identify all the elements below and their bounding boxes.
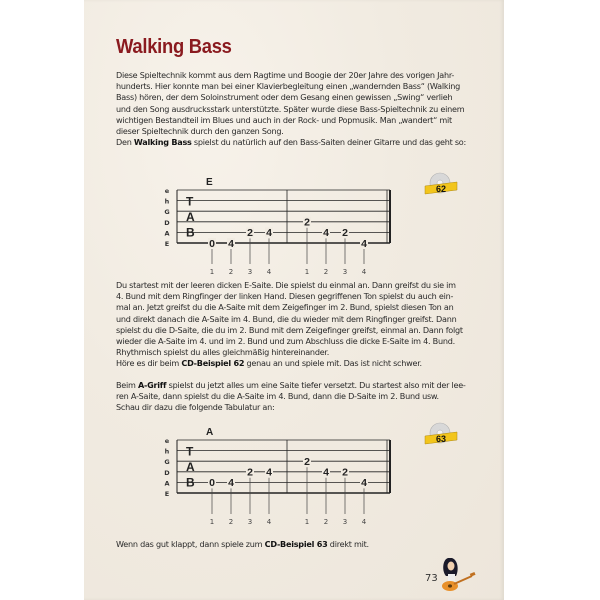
fret-number: 4 — [228, 237, 234, 250]
tab-letter: B — [186, 475, 195, 490]
fret-number: 2 — [247, 227, 253, 240]
fret-number: 4 — [228, 477, 234, 490]
text-line: Du startest mit der leeren dicken E-Saite. Die spielst du einmal an. Dann greifst du sie im — [116, 280, 456, 290]
text-line: 4. Bund mit dem Ringfinger der linken Hand. Diesen gegriffenen Ton spielst du auch ein- — [116, 291, 454, 302]
beat-count: 1 — [209, 268, 215, 276]
cd-track-badge-62 — [424, 172, 458, 198]
text-line: und direkt danach die A-Saite im 4. Bund, die du wieder mit dem Ringfinger greifst. Dann — [116, 313, 457, 324]
beat-count: 2 — [228, 518, 234, 526]
page-title: Walking Bass — [116, 36, 232, 58]
tablature-a-chord — [160, 426, 373, 526]
fret-number: 4 — [361, 477, 367, 490]
beat-count: 3 — [342, 518, 348, 526]
beat-count: 2 — [323, 268, 329, 276]
string-label: G — [164, 458, 170, 467]
string-label: h — [164, 447, 170, 456]
string-label: e — [164, 187, 170, 195]
beat-count: 3 — [247, 268, 253, 276]
fret-number: 2 — [342, 466, 348, 479]
text-line: und den Song ausdrucksstark unterstützte. Später wurde diese Bass-Spieltechnik zu einem — [116, 103, 465, 114]
text-line: Den Walking Bass spielst du natürlich auf den Bass-Saiten deiner Gitarre und das geht so: — [116, 137, 466, 148]
svg-text:63: 63 — [435, 434, 447, 444]
fret-number: 2 — [342, 227, 348, 240]
text-line: Schau dir dazu die folgende Tabulatur an: — [116, 402, 275, 413]
text-line: Wenn das gut klappt, dann spiele zum CD-Beispiel 63 direkt mit. — [116, 539, 369, 549]
text-line: dieser Spieltechnik durch den ganzen Song. — [116, 126, 284, 137]
fret-number: 4 — [361, 237, 367, 250]
fret-number: 4 — [266, 466, 272, 479]
text-line: Höre es dir beim CD-Beispiel 62 genau an und spiele mit. Das ist nicht schwer. — [116, 358, 422, 369]
beat-count: 3 — [342, 268, 348, 276]
beat-count: 4 — [361, 268, 367, 276]
walking-bass-emphasis: Walking Bass — [133, 137, 192, 148]
string-label: D — [164, 468, 170, 477]
text-line: Beim A-Griff spielst du jetzt alles um eine Saite tiefer versetzt. Du startest also mit der lee- — [116, 380, 466, 390]
tab-letter: T — [186, 194, 194, 209]
beat-count: 1 — [209, 518, 215, 526]
text-line: wichtigen Bestandteil im Blues und auch in der Rock- und Popmusik. Man „wandert“ mit — [116, 114, 452, 125]
beat-count: 4 — [266, 518, 272, 526]
string-label: A — [164, 479, 170, 488]
explanation-paragraph — [116, 280, 488, 370]
fret-number: 4 — [323, 466, 329, 479]
fret-number: 2 — [304, 216, 310, 229]
text-line: Bass) hören, der dem Soloinstrument oder dem Gesang einen gewissen „Swing“ verlieh — [116, 92, 453, 103]
string-label: E — [164, 240, 170, 248]
beat-count: 1 — [304, 518, 310, 526]
beat-count: 3 — [247, 518, 253, 526]
string-label: A — [164, 229, 170, 238]
fret-number: 2 — [247, 466, 253, 479]
fret-number: 4 — [266, 227, 272, 240]
closing-paragraph — [116, 539, 488, 550]
string-label: e — [164, 437, 170, 445]
string-label: h — [164, 197, 170, 206]
fret-number: 0 — [209, 477, 215, 490]
chord-name: A — [206, 427, 214, 438]
fret-number: 4 — [323, 227, 329, 240]
a-griff-paragraph — [116, 380, 488, 414]
beat-count: 1 — [304, 268, 310, 276]
text-line: hunderts. Hier konnte man bei einer Klavierbegleitung einen „wandernden Bass“ (Walking — [116, 81, 461, 92]
tab-letter: A — [186, 459, 195, 474]
book-page — [84, 0, 504, 600]
chord-name: E — [206, 177, 213, 188]
cd-example-62-ref: CD-Beispiel 62 — [181, 358, 245, 369]
beat-count: 4 — [266, 268, 272, 276]
text-line: Rhythmisch spielst du alles gleichmäßig hintereinander. — [116, 347, 330, 358]
tab-letter: T — [186, 444, 194, 459]
a-griff-emphasis: A-Griff — [138, 380, 167, 390]
fret-number: 0 — [209, 237, 215, 250]
text-line: mal an. Jetzt greifst du die A-Saite mit dem Zeigefinger im 2. Bund, spielst diesen Ton an — [116, 302, 454, 313]
string-label: G — [164, 208, 170, 217]
beat-count: 2 — [323, 518, 329, 526]
svg-text:62: 62 — [435, 184, 447, 194]
text-line: wieder die A-Saite im 4. und im 2. Bund und zum Abschluss die dicke E-Saite im 4. Bund. — [116, 336, 455, 347]
tablature-e-chord — [160, 176, 373, 276]
cd-example-63-ref: CD-Beispiel 63 — [264, 539, 328, 549]
guitarist-mascot-icon — [440, 556, 476, 596]
string-label: E — [164, 490, 170, 498]
text-line: ren A-Saite, dann spielst du die A-Saite im 4. Bund, dann die D-Saite im 2. Bund usw. — [116, 391, 439, 402]
fret-number: 2 — [304, 456, 310, 468]
cd-track-badge-63 — [424, 422, 458, 448]
intro-paragraph — [116, 70, 488, 148]
beat-count: 4 — [361, 518, 367, 526]
beat-count: 2 — [228, 268, 234, 276]
string-label: D — [164, 218, 170, 227]
text-line: spielst du die D-Saite, die du im 2. Bund mit dem Zeigefinger greifst, einmal an. Dann folgt — [116, 324, 463, 335]
tab-letter: A — [186, 209, 195, 224]
page-number: 73 — [425, 573, 438, 584]
tab-letter: B — [186, 225, 195, 240]
text-line: Diese Spieltechnik kommt aus dem Ragtime und Boogie der 20er Jahre des vorigen Jahr- — [116, 70, 455, 80]
